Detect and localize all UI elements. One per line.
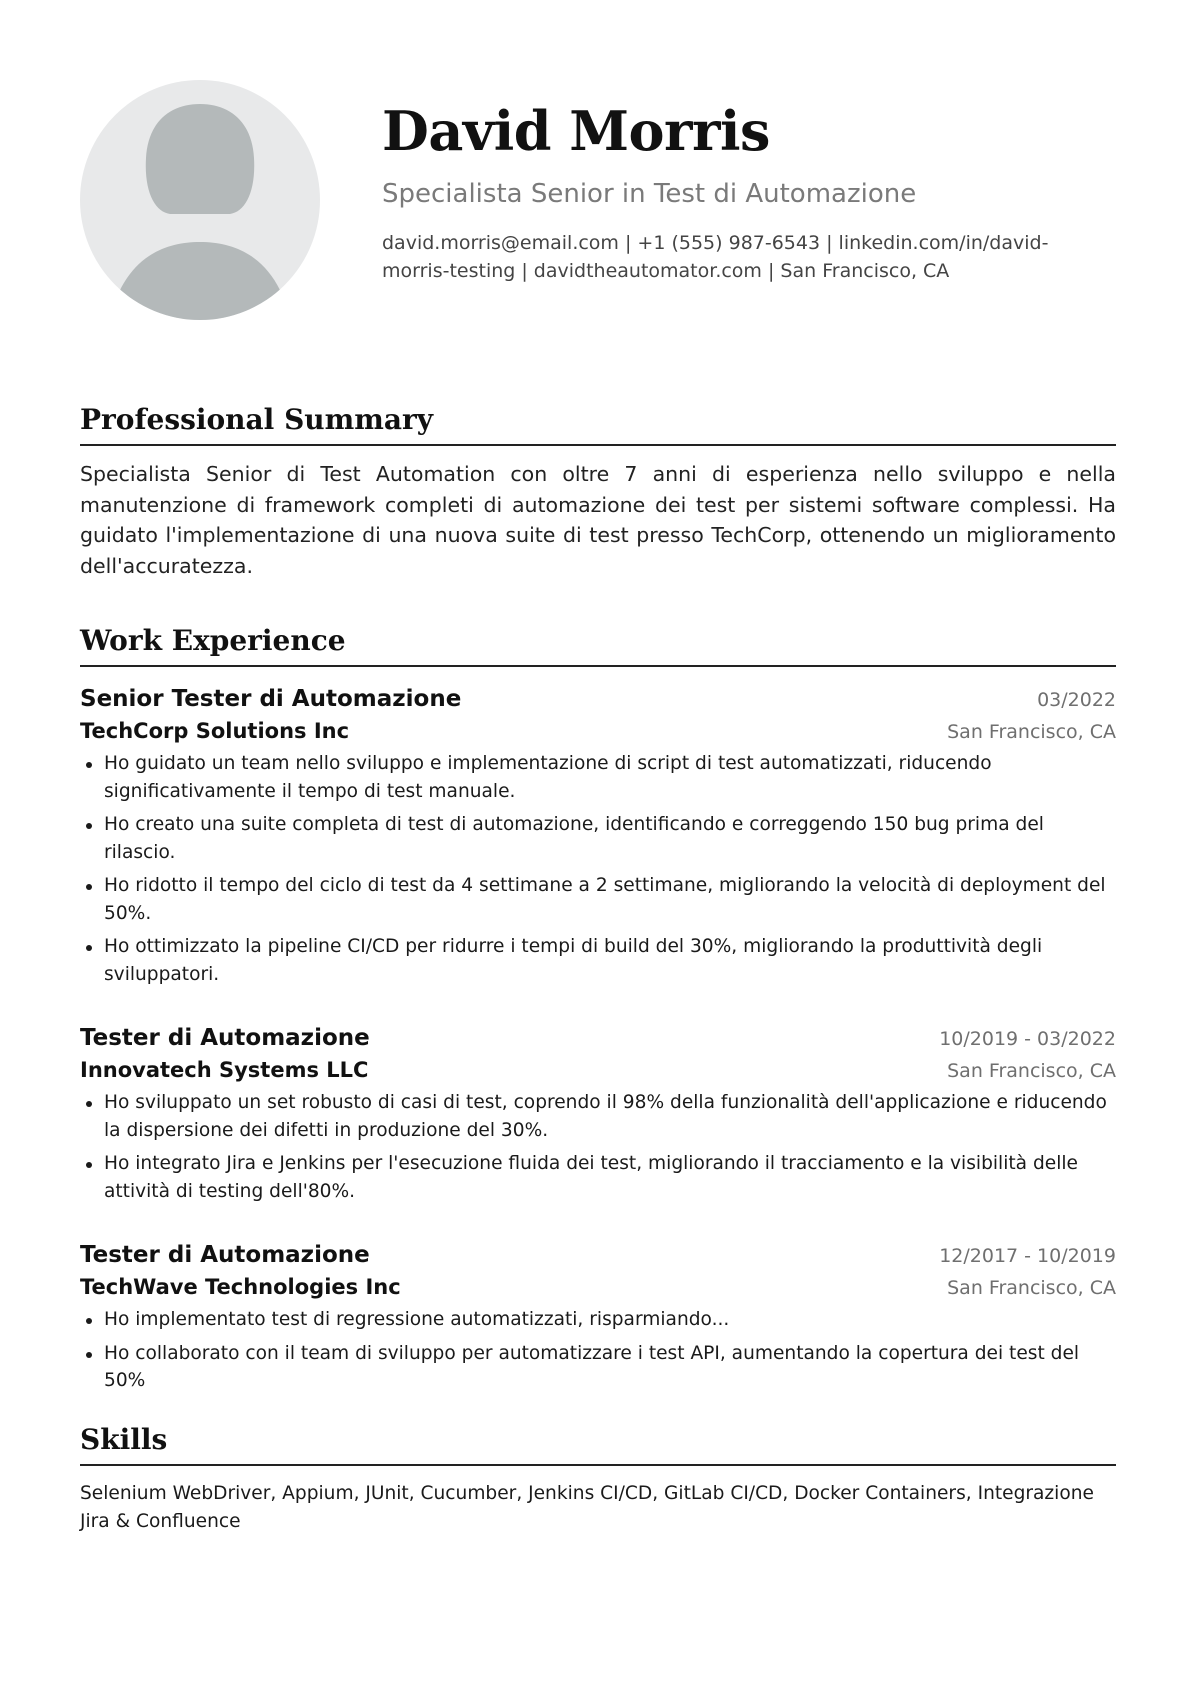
summary-text: Specialista Senior di Test Automation con oltre 7 anni di esperienza nello sviluppo e nella manutenzione di framework completi di automazione dei test per sistemi software complessi. Ha guidato l'implementazione di una nuova suite di test presso TechCorp, ottenendo un miglioramento dell'accuratezza.: [80, 462, 1116, 578]
bullet-dot-icon: [86, 1162, 92, 1168]
contact-info: david.morris@email.com | +1 (555) 987-6543 | linkedin.com/in/david-morris-testing | davidtheautomator.com | San Francisco, CA: [382, 232, 1049, 282]
job-subheader: [80, 1054, 1116, 1087]
job-header: [80, 1022, 1116, 1054]
bullet-item: [80, 1306, 1116, 1334]
bullet-item: [80, 1089, 1116, 1144]
job-title: Tester di Automazione: [80, 1242, 370, 1268]
job-bullets: [80, 750, 1116, 988]
bullet-dot-icon: [86, 823, 92, 829]
bullet-item: [80, 1340, 1116, 1395]
job-bullets: [80, 1089, 1116, 1205]
experience-section: [80, 623, 1116, 1401]
bullet-dot-icon: [86, 884, 92, 890]
bullet-item: [80, 1150, 1116, 1205]
bullet-item: [80, 933, 1116, 988]
bullet-text: Ho implementato test di regressione automatizzati, risparmiando...: [104, 1309, 730, 1330]
job-company: TechWave Technologies Inc: [80, 1275, 401, 1299]
bullet-dot-icon: [86, 1352, 92, 1358]
bullet-dot-icon: [86, 1318, 92, 1324]
skills-section: [80, 1422, 1116, 1535]
job-date: 10/2019 - 03/2022: [939, 1028, 1116, 1050]
bullet-text: Ho sviluppato un set robusto di casi di test, coprendo il 98% della funzionalità dell'applicazione e riducendo la dispersione dei difetti in produzione del 30%.: [104, 1092, 1107, 1141]
job-company: TechCorp Solutions Inc: [80, 719, 350, 743]
job-entry: [80, 1239, 1116, 1395]
summary-section: [80, 402, 1116, 581]
skills-text: Selenium WebDriver, Appium, JUnit, Cucumber, Jenkins CI/CD, GitLab CI/CD, Docker Containers, Integrazione Jira & Confluence: [80, 1483, 1094, 1532]
experience-heading: Work Experience: [80, 623, 1116, 667]
job-title: Tester di Automazione: [80, 1025, 370, 1051]
bullet-item: [80, 872, 1116, 927]
bullet-text: Ho creato una suite completa di test di automazione, identificando e correggendo 150 bug prima del rilascio.: [104, 814, 1044, 863]
bullet-text: Ho ridotto il tempo del ciclo di test da 4 settimane a 2 settimane, migliorando la velocità di deployment del 50%.: [104, 875, 1106, 924]
bullet-text: Ho integrato Jira e Jenkins per l'esecuzione fluida dei test, migliorando il tracciamento e la visibilità delle attività di testing dell'80%.: [104, 1153, 1078, 1202]
job-entry: [80, 1022, 1116, 1205]
bullet-text: Ho collaborato con il team di sviluppo per automatizzare i test API, aumentando la copertura dei test del 50%: [104, 1342, 1080, 1391]
job-location: San Francisco, CA: [947, 1060, 1116, 1082]
bullet-item: [80, 750, 1116, 805]
job-header: [80, 1239, 1116, 1271]
job-date: 03/2022: [1037, 689, 1116, 711]
avatar-body: [120, 242, 280, 320]
job-entry: [80, 683, 1116, 988]
job-location: San Francisco, CA: [947, 1277, 1116, 1299]
job-location: San Francisco, CA: [947, 721, 1116, 743]
bullet-dot-icon: [86, 762, 92, 768]
job-subheader: [80, 1271, 1116, 1304]
candidate-name: David Morris: [382, 99, 770, 163]
bullet-dot-icon: [86, 945, 92, 951]
bullet-item: [80, 811, 1116, 866]
job-date: 12/2017 - 10/2019: [939, 1245, 1116, 1267]
job-title: Senior Tester di Automazione: [80, 686, 462, 712]
bullet-text: Ho ottimizzato la pipeline CI/CD per ridurre i tempi di build del 30%, migliorando la produttività degli sviluppatori.: [104, 936, 1043, 985]
job-header: [80, 683, 1116, 715]
candidate-headline: Specialista Senior in Test di Automazione: [382, 179, 917, 209]
bullet-dot-icon: [86, 1101, 92, 1107]
summary-heading: Professional Summary: [80, 402, 1116, 446]
job-bullets: [80, 1306, 1116, 1395]
avatar-graphic: [80, 80, 320, 320]
bullet-text: Ho guidato un team nello sviluppo e implementazione di script di test automatizzati, riducendo significativamente il tempo di test manuale.: [104, 753, 992, 802]
job-subheader: [80, 715, 1116, 748]
avatar-head: [146, 104, 254, 214]
job-company: Innovatech Systems LLC: [80, 1058, 369, 1082]
skills-heading: Skills: [80, 1422, 1116, 1466]
user-silhouette-icon: [80, 80, 320, 320]
